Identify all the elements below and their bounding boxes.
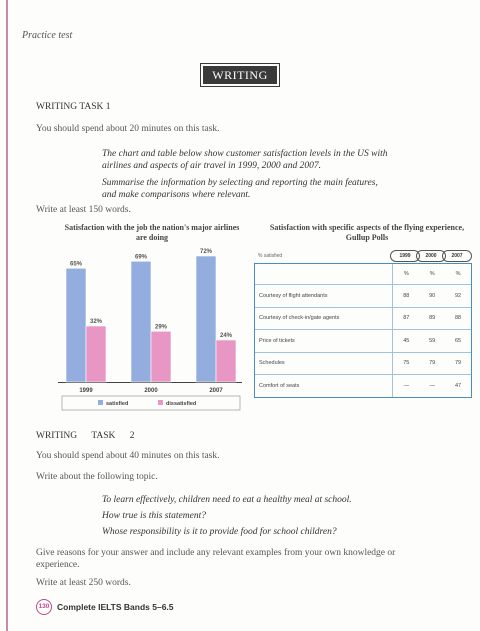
table-cell: Courtesy of flight attendants [255,285,393,307]
table-cell: 88 [455,315,462,322]
writing-banner: WRITING [203,66,277,84]
task2-heading: WRITING TASK 2 [36,431,135,441]
data-label: 29% [154,324,168,331]
tick-label-2007: 2007 [209,388,223,394]
page-number: 130 [36,599,52,615]
task1-instructions [102,148,392,206]
table-row [255,284,471,307]
table-row-header [255,264,471,284]
bar-dissatisfied-2007 [216,340,236,382]
task1-time: You should spend about 20 minutes on this task. [36,124,220,134]
table-cell: 88 [403,292,410,299]
year-2000-pill: 2000 [416,250,446,262]
essay-line-3: Whose responsibility is it to provide food for school children? [102,527,337,537]
table-row [255,352,471,375]
table-cell [255,264,393,284]
table-row [255,307,471,330]
bar-dissatisfied-1999 [86,326,106,382]
bar-satisfied-1999 [66,268,86,382]
table-cell: Price of tickets [255,330,393,352]
task2-time: You should spend about 40 minutes on this task. [36,451,220,461]
chart-title: Satisfaction with the job the nation's major airlines are doing [64,223,240,242]
table-cell: Schedules [255,353,393,375]
page-margin-rule [6,0,8,631]
task2-essay-prompt [102,494,402,542]
data-label: 32% [89,319,103,325]
table-title: Satisfaction with specific aspects of the flying experience, Gullup Polls [269,223,465,242]
table-cell: Courtesy of check-in/gate agents [255,308,393,330]
task1-heading: WRITING TASK 1 [36,102,111,112]
legend-swatch-dissatisfied [158,400,163,405]
satisfaction-table [254,249,472,398]
task2-word-count: Write at least 250 words. [36,578,131,588]
page-footer [36,599,174,615]
table-cell: 47 [455,382,462,389]
legend-label-satisfied: satisfied [106,401,129,407]
table-cell: % [403,271,409,277]
table-cell: Comfort of seats [255,375,393,397]
table-cell: % [429,271,435,277]
book-title: Complete IELTS Bands 5–6.5 [57,602,174,612]
task2-reasons: Give reasons for your answer and include any relevant examples from your own knowledge or experience. [36,548,396,570]
data-label: 24% [219,333,233,339]
legend-label-dissatisfied: dissatisfied [166,401,197,407]
table-header [254,249,472,263]
table-cell: 90 [429,292,436,299]
table-row [255,329,471,352]
table-row [255,374,471,397]
table-cell: 79 [455,360,462,367]
table-cell: 89 [429,315,436,322]
bar-satisfied-2007 [196,256,216,382]
bar-dissatisfied-2000 [151,331,171,382]
year-2007-pill: 2007 [442,250,472,262]
task1-word-count: Write at least 150 words. [36,205,131,215]
table-cell: — [403,382,410,389]
table-cell: 75 [403,360,410,367]
task1-instruction-2: Summarise the information by selecting and reporting the main features, and make comparisons where relevant. [102,178,378,200]
data-label: 69% [134,254,148,261]
essay-line-2: How true is this statement? [102,511,206,521]
bar-chart [52,246,248,414]
bar-satisfied-2000 [131,261,151,382]
table-cell: 59 [429,337,436,344]
data-label: 65% [69,261,83,268]
unit-label: % satisfied [258,253,283,259]
task2-topic-intro: Write about the following topic. [36,472,158,482]
legend-box [62,396,240,410]
table-cell: — [429,382,435,389]
table-cell: 87 [403,315,410,322]
task1-instruction-1: The chart and table below show customer satisfaction levels in the US with airlines and aspects of air travel in 1999, 2000 and 2007. [102,149,388,171]
table-cell: 79 [429,360,436,367]
table-cell: 65 [455,337,462,344]
table-cell: 92 [455,292,462,299]
tick-label-2000: 2000 [144,388,158,394]
table-cell: % [455,271,461,277]
year-1999-pill: 1999 [390,250,420,262]
table-body [254,263,472,398]
essay-line-1: To learn effectively, children need to eat a healthy meal at school. [102,495,352,505]
table-cell: 45 [403,337,410,344]
section-header: Practice test [22,30,73,41]
tick-label-1999: 1999 [79,388,93,394]
data-label: 72% [199,249,213,255]
legend-swatch-satisfied [98,400,103,405]
